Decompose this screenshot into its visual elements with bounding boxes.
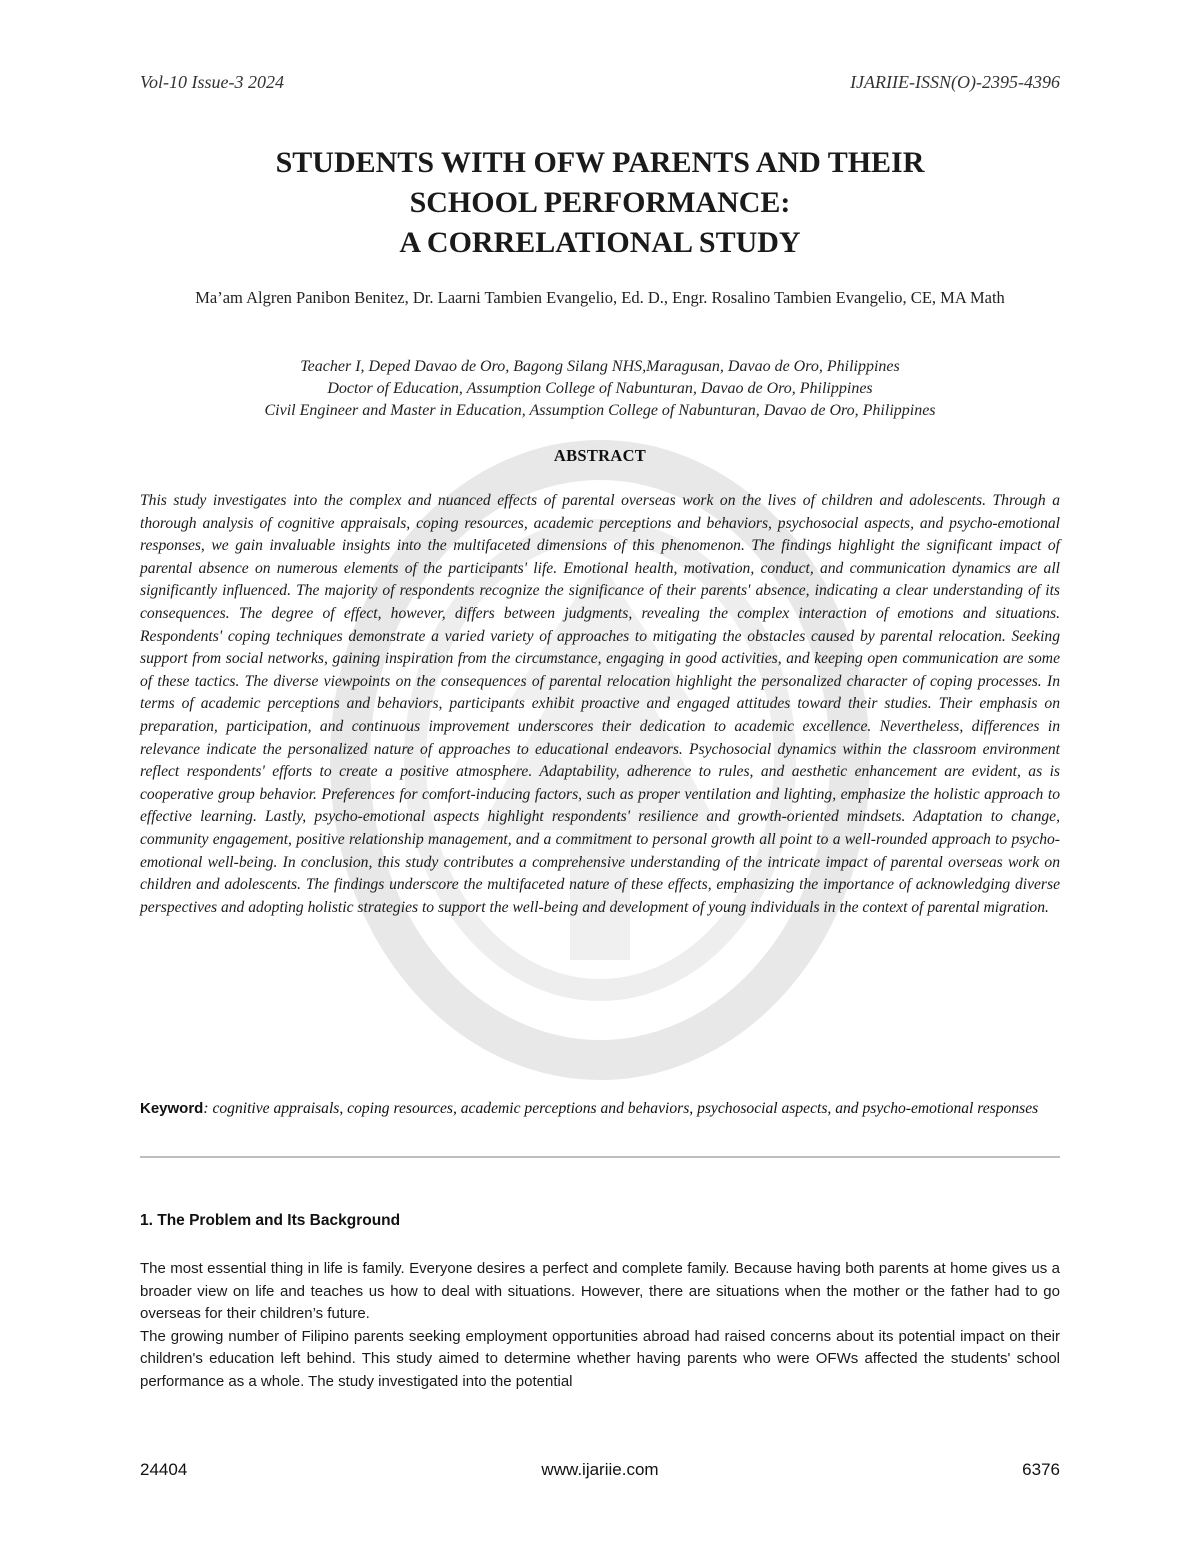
keywords-label: Keyword xyxy=(140,1100,204,1117)
author-list: Ma’am Algren Panibon Benitez, Dr. Laarni Tambien Evangelio, Ed. D., Engr. Rosalino Tambien Evangelio, CE, MA Math xyxy=(195,288,1005,307)
affiliation-1: Teacher I, Deped Davao de Oro, Bagong Silang NHS,Maragusan, Davao de Oro, Philippines xyxy=(300,358,900,375)
footer-website: www.ijariie.com xyxy=(541,1460,659,1479)
affiliation-2: Doctor of Education, Assumption College of Nabunturan, Davao de Oro, Philippines xyxy=(327,380,873,397)
affiliation-3: Civil Engineer and Master in Education, Assumption College of Nabunturan, Davao de Oro, Philippines xyxy=(264,402,936,419)
section-heading: 1. The Problem and Its Background xyxy=(140,1212,401,1229)
affiliations xyxy=(140,356,1060,422)
title-line-1: STUDENTS WITH OFW PARENTS AND THEIR xyxy=(275,146,925,179)
header-issn: IJARIIE-ISSN(O)-2395-4396 xyxy=(850,72,1060,92)
section-divider xyxy=(140,1156,1060,1158)
paragraph: The most essential thing in life is family. Everyone desires a perfect and complete family. Because having both parents at home gives us a broader view on life and teaches us how to deal with situations. However, there are situations when the mother or the father had to go overseas for their children’s future. xyxy=(140,1260,1060,1322)
keywords-text: : cognitive appraisals, coping resources, academic perceptions and behaviors, psychosocial aspects, and psycho-emotional responses xyxy=(203,1100,1039,1117)
title-line-2: SCHOOL PERFORMANCE: xyxy=(409,186,791,219)
abstract-text: This study investigates into the complex and nuanced effects of parental overseas work on the lives of children and adolescents. Through a thorough analysis of cognitive appraisals, coping resources, academic perceptions and behaviors, psychosocial aspects, and psycho-emotional responses, we gain invaluable insights into the multifaceted dimensions of this phenomenon. The findings highlight the significant impact of parental absence on numerous elements of the participants' life. Emotional health, motivation, conduct, and communication dynamics are all significantly influenced. The majority of respondents recognize the significance of their parents' absence, indicating a clear understanding of its consequences. The degree of effect, however, differs between judgments, revealing the complex interaction of emotions and situations. Respondents' coping techniques demonstrate a varied variety of approaches to mitigating the obstacles caused by parental relocation. Seeking support from social networks, gaining inspiration from the circumstance, engaging in good activities, and keeping open communication are some of these tactics. The diverse viewpoints on the consequences of parental relocation highlight the personalized character of coping processes. In terms of academic perceptions and behaviors, participants exhibit proactive and engaged attitudes toward their studies. Their emphasis on preparation, participation, and continuous improvement underscores their dedication to academic excellence. Nevertheless, differences in relevance indicate the personalized nature of approaches to educational endeavors. Psychosocial dynamics within the classroom environment reflect respondents' efforts to create a positive atmosphere. Adaptability, adherence to rules, and aesthetic enhancement are evident, as is cooperative group behavior. Preferences for comfort-inducing factors, such as proper ventilation and lighting, emphasize the holistic approach to effective learning. Lastly, psycho-emotional aspects highlight respondents' resilience and growth-oriented mindsets. Adaptation to change, community engagement, positive relationship management, and a commitment to personal growth all point to a well-rounded approach to psycho-emotional well-being. In conclusion, this study contributes a comprehensive understanding of the intricate impact of parental overseas work on children and adolescents. The findings underscore the multifaceted nature of these effects, emphasizing the importance of acknowledging diverse perspectives and adopting holistic strategies to support the well-being and development of young individuals in the context of parental migration. xyxy=(140,492,1060,916)
section-body xyxy=(140,1258,1060,1393)
keywords xyxy=(140,1098,1060,1121)
footer-page-number: 6376 xyxy=(1022,1460,1060,1479)
header-volume: Vol-10 Issue-3 2024 xyxy=(140,72,284,92)
title-line-3: A CORRELATIONAL STUDY xyxy=(399,226,801,259)
paragraph: The growing number of Filipino parents seeking employment opportunities abroad had raised concerns about its potential impact on their children's education left behind. This study aimed to determine whether having parents who were OFWs affected the students' school performance as a whole. The study investigated into the potential xyxy=(140,1327,1060,1390)
abstract-heading: ABSTRACT xyxy=(553,446,647,465)
footer-article-number: 24404 xyxy=(140,1460,188,1479)
paper-title xyxy=(140,143,1060,263)
